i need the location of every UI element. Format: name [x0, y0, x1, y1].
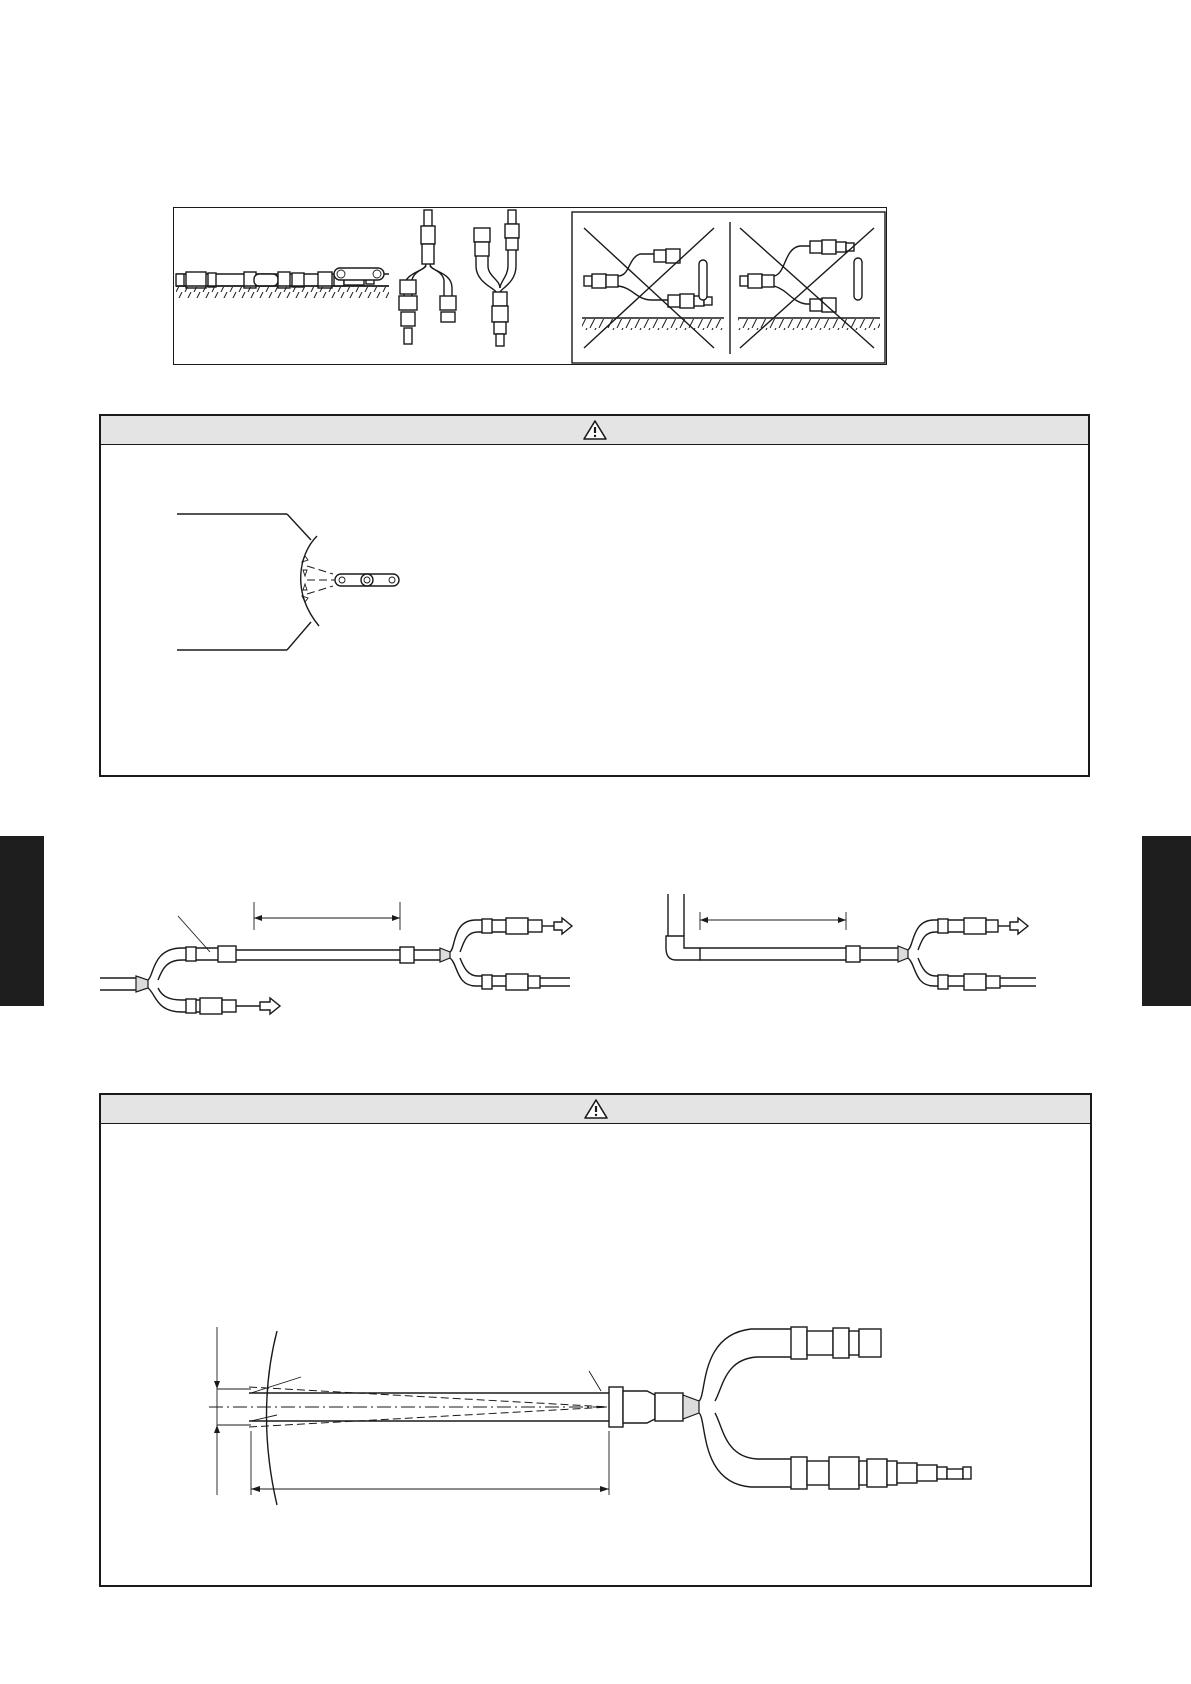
- branch-pipe-end-view: [335, 574, 399, 586]
- straight-pipe-detail-drawing: [101, 1095, 1094, 1589]
- warning-box-1: [99, 414, 1090, 777]
- side-tab-right: [1142, 836, 1191, 1006]
- side-tab-left: [0, 836, 44, 1006]
- warning-box-2: [99, 1093, 1092, 1587]
- straight-length-figure-left: [100, 890, 620, 1030]
- tilt-tolerance-drawing: [101, 416, 1092, 779]
- floor-hatching: [174, 208, 888, 366]
- install-orientation-figure: [173, 207, 887, 365]
- straight-length-figure-right: [662, 890, 1042, 1030]
